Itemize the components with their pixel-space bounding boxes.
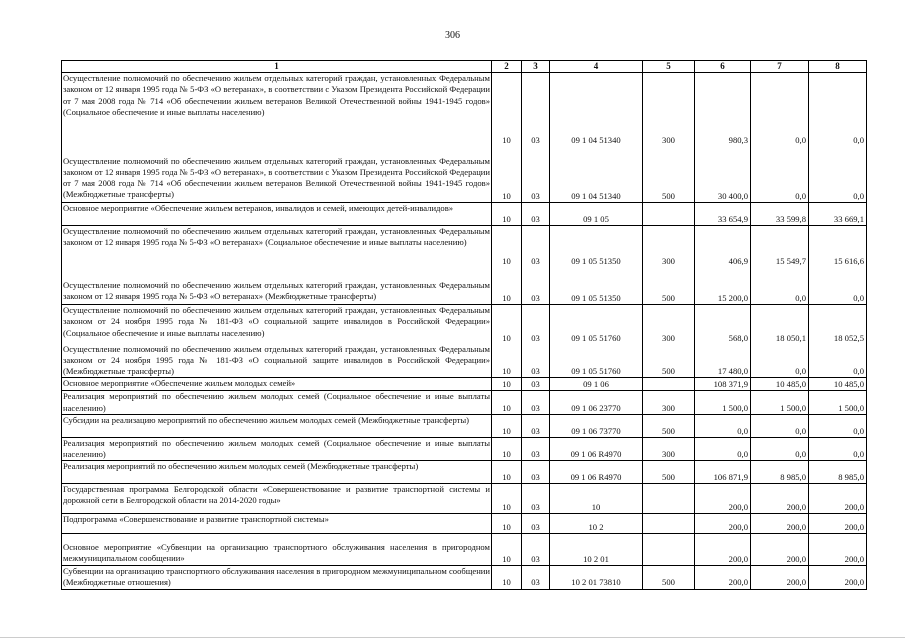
section-code: 10 <box>492 534 522 566</box>
row-description: Осуществление полномочий по обеспечению жильем отдельных категорий граждан, установленных Федеральным законом от 24 ноября 1995 года № 181-ФЗ «О социальной защите инвалидов в Российской Федерации» (Социальное обеспечение и иные выплаты населению) <box>62 305 492 344</box>
amount-col6: 106 871,9 <box>695 461 751 484</box>
expense-type-code: 300 <box>643 73 695 146</box>
column-header: 8 <box>809 61 867 73</box>
amount-col7: 200,0 <box>751 514 809 534</box>
amount-col7: 0,0 <box>751 146 809 203</box>
section-code: 10 <box>492 203 522 226</box>
section-code: 10 <box>492 414 522 437</box>
subsection-code: 03 <box>522 414 550 437</box>
section-code: 10 <box>492 378 522 391</box>
target-article-code: 09 1 05 51350 <box>550 226 643 267</box>
section-code: 10 <box>492 391 522 414</box>
amount-col8: 200,0 <box>809 514 867 534</box>
amount-col7: 1 500,0 <box>751 391 809 414</box>
amount-col6: 406,9 <box>695 226 751 267</box>
target-article-code: 10 <box>550 484 643 514</box>
subsection-code: 03 <box>522 378 550 391</box>
expense-type-code <box>643 484 695 514</box>
amount-col7: 200,0 <box>751 534 809 566</box>
table-row <box>62 146 867 203</box>
amount-col8: 0,0 <box>809 414 867 437</box>
amount-col7: 15 549,7 <box>751 226 809 267</box>
expense-type-code: 500 <box>643 461 695 484</box>
row-description: Осуществление полномочий по обеспечению жильем отдельных категорий граждан, установленных Федеральным законом от 12 января 1995 года № 5-ФЗ «О ветеранах», в соответствии с Указом Президента Российской Федерации от 7 мая 2008 года № 714 «Об обеспечении жильем ветеранов Великой Отечественной войны 1941-1945 годов» (Межбюджетные трансферты) <box>62 146 492 203</box>
table-row <box>62 437 867 460</box>
row-description: Реализация мероприятий по обеспечению жильем молодых семей (Межбюджетные трансферты) <box>62 461 492 484</box>
section-code: 10 <box>492 226 522 267</box>
amount-col6: 15 200,0 <box>695 267 751 305</box>
subsection-code: 03 <box>522 146 550 203</box>
amount-col6: 1 500,0 <box>695 391 751 414</box>
row-description: Осуществление полномочий по обеспечению жильем отдельных категорий граждан, установленных Федеральным законом от 12 января 1995 года № 5-ФЗ «О ветеранах» (Социальное обеспечение и иные выплаты населению) <box>62 226 492 267</box>
amount-col7: 0,0 <box>751 267 809 305</box>
row-description: Осуществление полномочий по обеспечению жильем отдельных категорий граждан, установленных Федеральным законом от 12 января 1995 года № 5-ФЗ «О ветеранах» (Межбюджетные трансферты) <box>62 267 492 305</box>
subsection-code: 03 <box>522 305 550 344</box>
column-header: 5 <box>643 61 695 73</box>
expense-type-code <box>643 534 695 566</box>
row-description: Подпрограмма «Совершенствование и развитие транспортной системы» <box>62 514 492 534</box>
amount-col6: 568,0 <box>695 305 751 344</box>
subsection-code: 03 <box>522 534 550 566</box>
target-article-code: 09 1 06 23770 <box>550 391 643 414</box>
section-code: 10 <box>492 566 522 589</box>
amount-col6: 200,0 <box>695 534 751 566</box>
target-article-code: 09 1 05 51350 <box>550 267 643 305</box>
row-description: Осуществление полномочий по обеспечению жильем отдельных категорий граждан, установленных Федеральным законом от 12 января 1995 года № 5-ФЗ «О ветеранах», в соответствии с Указом Президента Российской Федерации от 7 мая 2008 года № 714 «Об обеспечении жильем ветеранов Великой Отечественной войны 1941-1945 годов» (Социальное обеспечение и иные выплаты населению) <box>62 73 492 146</box>
subsection-code: 03 <box>522 226 550 267</box>
page-number: 306 <box>445 30 460 41</box>
section-code: 10 <box>492 305 522 344</box>
row-description: Субсидии на реализацию мероприятий по обеспечению жильем молодых семей (Межбюджетные трансферты) <box>62 414 492 437</box>
column-header: 3 <box>522 61 550 73</box>
amount-col7: 33 599,8 <box>751 203 809 226</box>
subsection-code: 03 <box>522 267 550 305</box>
amount-col6: 0,0 <box>695 437 751 460</box>
section-code: 10 <box>492 461 522 484</box>
table-row <box>62 484 867 514</box>
column-header: 6 <box>695 61 751 73</box>
target-article-code: 09 1 06 <box>550 378 643 391</box>
amount-col7: 0,0 <box>751 437 809 460</box>
amount-col6: 30 400,0 <box>695 146 751 203</box>
amount-col8: 18 052,5 <box>809 305 867 344</box>
table-row <box>62 305 867 344</box>
target-article-code: 10 2 01 <box>550 534 643 566</box>
amount-col8: 200,0 <box>809 484 867 514</box>
row-description: Государственная программа Белгородской области «Совершенствование и развитие транспортной системы и дорожной сети в Белгородской области на 2014-2020 годы» <box>62 484 492 514</box>
amount-col7: 200,0 <box>751 484 809 514</box>
target-article-code: 09 1 06 R4970 <box>550 461 643 484</box>
table-row <box>62 514 867 534</box>
amount-col8: 200,0 <box>809 566 867 589</box>
column-header: 4 <box>550 61 643 73</box>
expense-type-code: 500 <box>643 344 695 378</box>
expense-type-code: 300 <box>643 437 695 460</box>
subsection-code: 03 <box>522 461 550 484</box>
amount-col8: 15 616,6 <box>809 226 867 267</box>
subsection-code: 03 <box>522 203 550 226</box>
section-code: 10 <box>492 267 522 305</box>
table-row <box>62 414 867 437</box>
table-row <box>62 226 867 267</box>
target-article-code: 09 1 04 51340 <box>550 146 643 203</box>
amount-col8: 0,0 <box>809 344 867 378</box>
subsection-code: 03 <box>522 391 550 414</box>
amount-col6: 200,0 <box>695 514 751 534</box>
amount-col6: 200,0 <box>695 566 751 589</box>
section-code: 10 <box>492 514 522 534</box>
section-code: 10 <box>492 484 522 514</box>
target-article-code: 09 1 05 <box>550 203 643 226</box>
amount-col8: 10 485,0 <box>809 378 867 391</box>
table-row <box>62 203 867 226</box>
expense-type-code: 300 <box>643 305 695 344</box>
row-description: Основное мероприятие «Обеспечение жильем молодых семей» <box>62 378 492 391</box>
row-description: Реализация мероприятий по обеспечению жильем молодых семей (Социальное обеспечение и иные выплаты населению) <box>63 391 490 413</box>
amount-col6: 17 480,0 <box>695 344 751 378</box>
subsection-code: 03 <box>522 73 550 146</box>
amount-col6: 0,0 <box>695 414 751 437</box>
amount-col6: 33 654,9 <box>695 203 751 226</box>
table-row <box>62 391 867 414</box>
expense-type-code: 300 <box>643 391 695 414</box>
target-article-code: 10 2 <box>550 514 643 534</box>
table-row <box>62 267 867 305</box>
amount-col8: 0,0 <box>809 146 867 203</box>
expense-type-code: 500 <box>643 146 695 203</box>
row-description: Субвенции на организацию транспортного обслуживания населения в пригородном межмуниципальном сообщении (Межбюджетные отношения) <box>63 566 490 588</box>
budget-table <box>61 60 867 590</box>
amount-col7: 0,0 <box>751 73 809 146</box>
subsection-code: 03 <box>522 484 550 514</box>
subsection-code: 03 <box>522 514 550 534</box>
expense-type-code: 300 <box>643 226 695 267</box>
subsection-code: 03 <box>522 344 550 378</box>
amount-col8: 200,0 <box>809 534 867 566</box>
target-article-code: 09 1 06 73770 <box>550 414 643 437</box>
table-row <box>62 534 867 566</box>
section-code: 10 <box>492 344 522 378</box>
row-description: Основное мероприятие «Обеспечение жильем ветеранов, инвалидов и семей, имеющих детей-инвалидов» <box>62 203 492 226</box>
subsection-code: 03 <box>522 566 550 589</box>
row-description: Осуществление полномочий по обеспечению жильем отдельных категорий граждан, установленных Федеральным законом от 24 ноября 1995 года № 181-ФЗ «О социальной защите инвалидов в Российской Федерации» (Межбюджетные трансферты) <box>63 343 490 377</box>
target-article-code: 09 1 05 51760 <box>550 344 643 378</box>
row-description: Реализация мероприятий по обеспечению жильем молодых семей (Социальное обеспечение и иные выплаты населению) <box>63 437 490 459</box>
section-code: 10 <box>492 437 522 460</box>
amount-col6: 108 371,9 <box>695 378 751 391</box>
target-article-code: 09 1 05 51760 <box>550 305 643 344</box>
target-article-code: 09 1 04 51340 <box>550 73 643 146</box>
row-description: Основное мероприятие «Субвенции на организацию транспортного обслуживания населения в пригородном межмуниципальном сообщении» <box>62 534 492 566</box>
section-code: 10 <box>492 73 522 146</box>
table-header-row <box>62 61 867 73</box>
expense-type-code: 500 <box>643 267 695 305</box>
expense-type-code <box>643 514 695 534</box>
amount-col7: 0,0 <box>751 344 809 378</box>
amount-col7: 8 985,0 <box>751 461 809 484</box>
amount-col7: 10 485,0 <box>751 378 809 391</box>
amount-col8: 0,0 <box>809 437 867 460</box>
column-header: 2 <box>492 61 522 73</box>
expense-type-code <box>643 378 695 391</box>
expense-type-code <box>643 203 695 226</box>
amount-col8: 8 985,0 <box>809 461 867 484</box>
section-code: 10 <box>492 146 522 203</box>
table-row <box>62 344 867 378</box>
subsection-code: 03 <box>522 437 550 460</box>
page-edge-rule <box>0 637 905 638</box>
amount-col8: 1 500,0 <box>809 391 867 414</box>
column-header: 7 <box>751 61 809 73</box>
amount-col8: 0,0 <box>809 267 867 305</box>
expense-type-code: 500 <box>643 414 695 437</box>
table-row <box>62 378 867 391</box>
target-article-code: 09 1 06 R4970 <box>550 437 643 460</box>
target-article-code: 10 2 01 73810 <box>550 566 643 589</box>
expense-type-code: 500 <box>643 566 695 589</box>
amount-col7: 18 050,1 <box>751 305 809 344</box>
amount-col8: 0,0 <box>809 73 867 146</box>
table-row <box>62 566 867 589</box>
amount-col6: 200,0 <box>695 484 751 514</box>
column-header: 1 <box>62 61 492 73</box>
amount-col7: 0,0 <box>751 414 809 437</box>
amount-col8: 33 669,1 <box>809 203 867 226</box>
table-row <box>62 73 867 146</box>
table-row <box>62 461 867 484</box>
amount-col7: 200,0 <box>751 566 809 589</box>
amount-col6: 980,3 <box>695 73 751 146</box>
